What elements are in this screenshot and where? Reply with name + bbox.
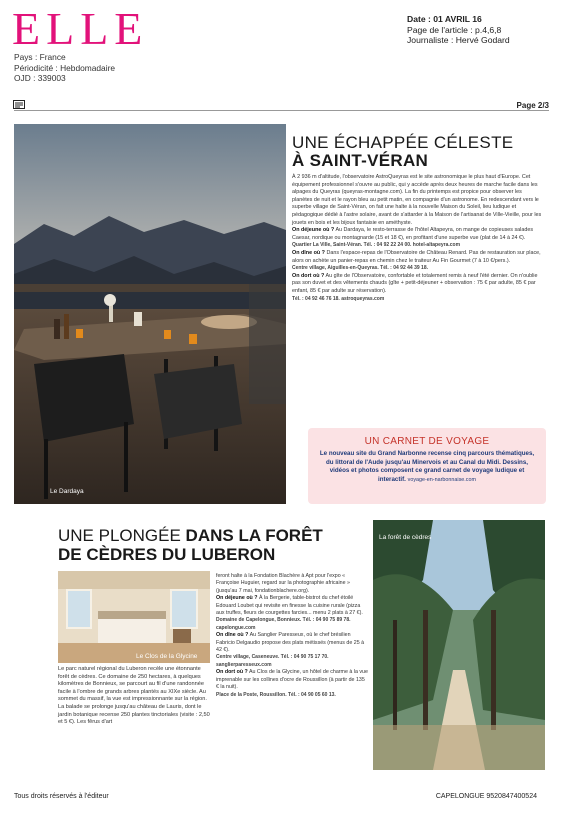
carnet-text: [318, 450, 536, 484]
article1-dort-text: Au gîte de l'Observatoire, confortable et totalement remis à neuf l'été dernier. On n'oublie pas son duvet et des vêtements chauds (gîte + petit-déjeuner + observation : 75 € par adulte, 85 € par enfant, 85 € par adulte sur réservation).: [292, 272, 538, 294]
article1-title-line2: À SAINT-VÉRAN: [292, 151, 429, 170]
article1-dejeune-text: Au Dardaya, le resto-terrasse de l'hôtel Altapeyra, on mange de copieuses salades Caesar, nordique ou montagnarde (15 et 18 €), en profitant d'une superbe vue (plat de 14 à 24 €).: [292, 227, 534, 241]
article1-dine-label: On dîne où ?: [292, 249, 325, 256]
article2-dejeune-text: À la Bergerie, table-bistrot du chef étoilé Edouard Loubet qui revisite en finesse la cuisine rurale (pizza aux truffes, fleurs de courgettes farcies... menu 2 plats à 27 €).: [216, 595, 363, 617]
page-number: Page 2/3: [516, 101, 549, 110]
meta-ojd: OJD : 339003: [14, 73, 66, 83]
carnet-body: Le nouveau site du Grand Narbonne recense cinq parcours thématiques, du littoral de l'Aude jusqu'au Minervois et au Canal du Midi. Dessins, vidéos et photos composent ce grand carnet de voyage ludique et interactif.: [319, 450, 535, 483]
article2-dejeune-label: On déjeune où ?: [216, 595, 258, 602]
article1-dejeune-label: On déjeune où ?: [292, 227, 335, 234]
article1-dine-text: Dans l'espace-repas de l'Observatoire de Château Renard. Pas de restauration sur place, alors on achète un panier-repas en chemin chez le traiteur Au Fin Gourmet (7 à 10 €/pers.).: [292, 249, 541, 264]
photo-caption-dardaya: Le Dardaya: [50, 488, 84, 495]
article2-body: [216, 573, 368, 699]
meta-page-article: Page de l'article : p.4,6,8: [407, 24, 502, 35]
footer-code: CAPELONGUE 9520847400524: [435, 793, 537, 800]
carnet-title: UN CARNET DE VOYAGE: [364, 436, 490, 447]
publication-meta: [14, 52, 115, 84]
article2-title-light: UNE PLONGÉE: [58, 526, 186, 545]
article2-dort-label: On dort où ?: [216, 669, 248, 676]
header-rule: [14, 110, 549, 111]
article1-title-line1: UNE ÉCHAPPÉE CÉLESTE: [292, 133, 514, 152]
hotel-room-photo: [58, 571, 210, 663]
article1-body: [292, 174, 542, 303]
article2-dine-label: On dîne où ?: [216, 632, 249, 639]
article-meta: [407, 14, 510, 46]
article1-dort-label: On dort où ?: [292, 272, 325, 279]
terrace-photo: [14, 124, 286, 504]
article2-title-bold2: DE CÈDRES DU LUBERON: [58, 545, 276, 564]
article1-dejeune-address: Quartier La Ville, Saint-Véran. Tél. : 04 92 22 24 00. hotel-altapeyra.com: [292, 242, 461, 249]
carnet-link[interactable]: voyage-en-narbonnaise.com: [407, 476, 476, 483]
elle-logo: ELLE: [12, 3, 149, 54]
article2-title: [58, 526, 358, 564]
article2-intro: Le parc naturel régional du Luberon recèle une étonnante forêt de cèdres. Ce domaine de 250 hectares, à quelques kilomètres de Bonnieux, se parcourt au fil d'une randonnée facile à l'ombre de grands arbres plantés au XIXe siècle. Au sommet du massif, la vue est impressionnante sur la région. La balade se prolonge jusqu'au château de Lauris, dont le jardin botanique recense 250 plantes tinctoriales (visite : 2,50 et 5 €). Les fêrus d'art: [58, 666, 210, 726]
meta-periodicity: Périodicité : Hebdomadaire: [14, 62, 116, 73]
photo-caption-cedres: La forêt de cèdres: [379, 534, 432, 541]
article1-title: [292, 134, 542, 170]
article1-dine-address: Centre village, Aiguilles-en-Queyras. Tél. : 04 92 44 39 18.: [292, 265, 428, 272]
article2-intro-cont: feront halte à la Fondation Blachère à Apt pour l'expo « Françoise Huguier, regard sur la photographie africaine » (jusqu'au 7 mai, fondationblachere.org).: [216, 573, 350, 594]
photo-caption-glycine: Le Clos de la Glycine: [136, 653, 198, 660]
meta-date: Date : 01 AVRIL 16: [407, 14, 482, 24]
article2-dort-address: Place de la Poste, Roussillon. Tél. : 04 90 05 60 13.: [216, 691, 336, 698]
article2-dort-text: Au Clos de la Glycine, un hôtel de charme à la vue imprenable sur les collines d'ocre de Roussillon (à partir de 135 € la nuit).: [216, 669, 368, 691]
article2-dine-address: Centre village, Caseneuve. Tél. : 04 90 75 17 70. sanglierparesseux.com: [216, 654, 329, 668]
meta-journalist: Journaliste : Hervé Godard: [407, 35, 510, 46]
article1-dort-address: Tél. : 04 92 46 76 18. astroqueyras.com: [292, 295, 385, 302]
footer-rights: Tous droits réservés à l'éditeur: [14, 793, 109, 800]
meta-country: Pays : France: [14, 52, 66, 62]
article2-dejeune-address: Domaine de Capelongue, Bonnieux. Tél. : 04 90 75 89 78. capelongue.com: [216, 617, 351, 631]
article2-dine-text: Au Sanglier Paresseux, où le chef brésilien Fabricio Delgaudio propose des plats métissés (menus de 25 à 42 €).: [216, 632, 365, 654]
cedar-forest-photo: [373, 520, 545, 770]
article1-intro: À 2 936 m d'altitude, l'observatoire AstroQueyras est le site astronomique le plus haut d'Europe. Cet équipement professionnel s'ouvre au public, qui y accède après deux heures de marche facile dans les alpages du Queyras (queyras-montagne.com). La fin du printemps est propice pour observer les planètes de nuit et le rayon bleu au petit matin, en compagnie d'un astronome. En redescendant vers le superbe village de Saint-Véran, on fait une halte à la nouvelle Maison du Soleil, lieu ludique et pédagogique dédié à l'astre solaire, avant de s'attarder à la Maison de l'artisanat de Ville-Vieille, pour les jouets en bois et les bijoux fantaisie en améthyste.: [292, 174, 542, 226]
press-icon: [13, 100, 25, 109]
article2-title-bold1: DANS LA FORÊT: [185, 526, 323, 545]
